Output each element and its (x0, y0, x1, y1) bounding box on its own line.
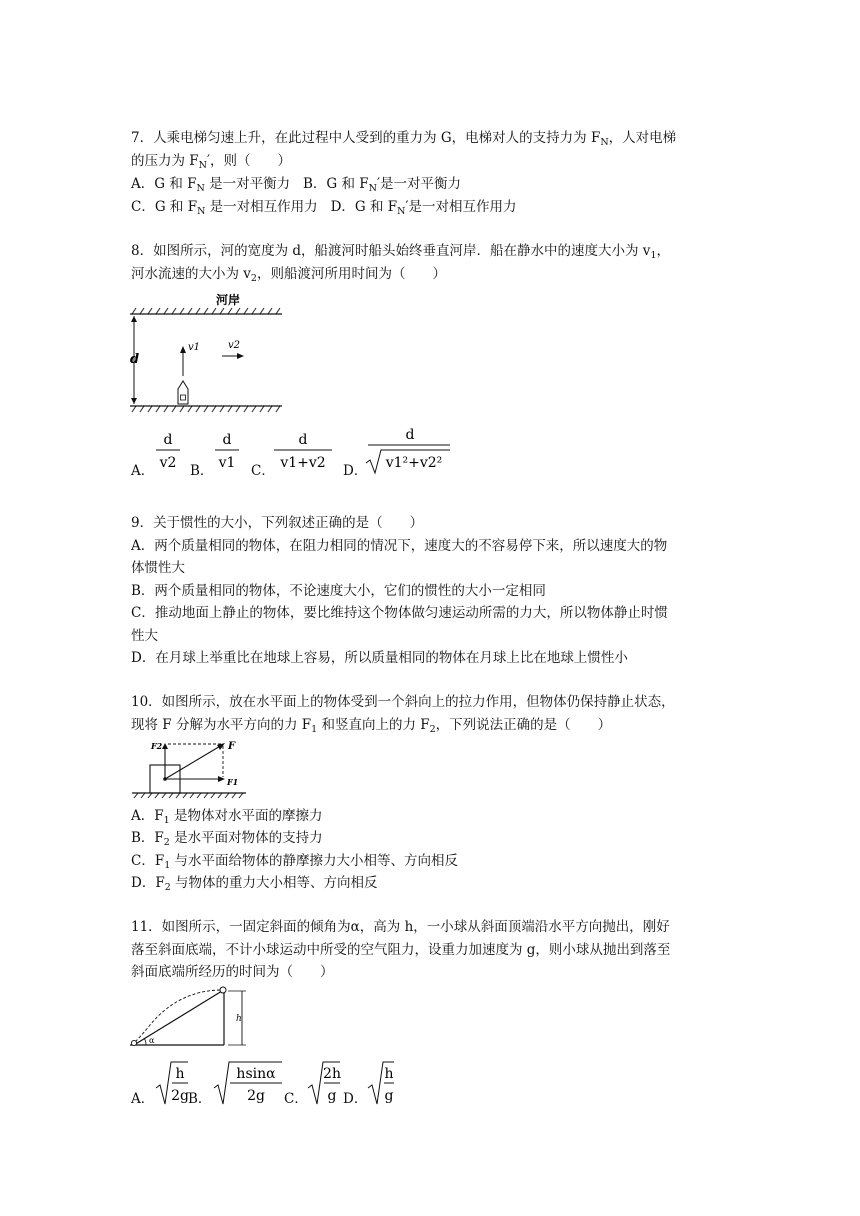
q10-option-c-text: C．F (131, 853, 165, 869)
subscript: 1 (311, 724, 318, 735)
subscript: 1 (650, 250, 657, 261)
root-denominator: 2g (171, 1088, 189, 1104)
q7-option-b-text: ′是一对平衡力 (376, 176, 462, 192)
subscript: 2 (429, 724, 436, 735)
q10-option-b-text: B．F (131, 830, 164, 846)
trajectory-path (134, 990, 220, 1043)
root-numerator: h (384, 1066, 394, 1082)
force-f1-arrowhead (218, 776, 225, 782)
ball-landing (131, 1040, 136, 1045)
q7-text: ，人对电梯 (608, 130, 677, 146)
q11-option-b-root (212, 1058, 284, 1108)
q8-option-a-fraction (154, 428, 182, 476)
q8-stem-line2 (131, 264, 446, 289)
q10-text: 和竖直向上的力 F (317, 717, 430, 733)
q11-option-a-root (154, 1058, 190, 1108)
q8-option-b-fraction (213, 428, 241, 476)
q8-text: 8．如图所示，河的宽度为 d，船渡河时船头始终垂直河岸．船在静水中的速度大小为 v (131, 243, 651, 259)
angle-alpha-label: α (149, 1036, 155, 1045)
q10-option-d-text: D．F (131, 875, 165, 891)
q7-options-row1 (131, 174, 461, 199)
q7-text: 的压力为 F (131, 153, 199, 169)
height-h-label: h (236, 1014, 242, 1024)
q7-option-d-text: ′是一对相互作用力 (405, 199, 517, 215)
q7-option-d-text: D．G 和 F (330, 199, 398, 215)
q7-option-b-text: B．G 和 F (302, 176, 369, 192)
q11-stem-line1: 11．如图所示，一固定斜面的倾角为α，高为 h，一小球从斜面顶端沿水平方向抛出，刚好 (131, 919, 670, 935)
q9-option-c-cont: 性大 (131, 628, 158, 644)
q10-option-d[interactable] (131, 873, 378, 898)
width-d-label: d (130, 352, 140, 367)
fraction-denominator: v1+v2 (280, 455, 326, 471)
subscript: N (197, 206, 206, 217)
q10-option-a-text: 是物体对水平面的摩擦力 (169, 808, 323, 824)
q10-stem-line1: 10．如图所示，放在水平面上的物体受到一个斜向上的拉力作用，但物体仍保持静止状态， (131, 694, 675, 710)
force-f2-arrowhead (162, 743, 168, 749)
root-numerator: 2h (323, 1066, 341, 1082)
q11-option-a-label[interactable]: A． (131, 1091, 155, 1107)
q10-option-d-text: 与物体的重力大小相等、方向相反 (170, 875, 378, 891)
ground-hatch (134, 793, 243, 798)
v1-arrowhead (180, 346, 186, 353)
q11-stem-line2: 落至斜面底端，不计小球运动中所受的空气阻力，设重力加速度为 g，则小球从抛出到落至 (131, 942, 671, 958)
q8-option-c-label[interactable]: C． (251, 463, 275, 479)
q8-option-d-label[interactable]: D． (343, 463, 368, 479)
subscript: 2 (250, 273, 257, 284)
incline-slope (134, 991, 222, 1045)
q9-option-a-cont: 体惯性大 (131, 560, 185, 576)
fraction-denominator: v1 (218, 455, 236, 471)
force-f-arrow (165, 745, 222, 779)
top-bank-hatch (132, 308, 280, 314)
q11-option-d-label[interactable]: D． (343, 1091, 368, 1107)
q9-option-d[interactable]: D．在月球上举重比在地球上容易，所以质量相同的物体在月球上比在地球上惯性小 (131, 650, 628, 666)
q10-option-a-text: A．F (131, 808, 164, 824)
q11-option-d-root (366, 1058, 396, 1108)
subscript: 1 (164, 860, 171, 871)
river-figure (128, 288, 288, 414)
q9-option-c[interactable]: C．推动地面上静止的物体，要比维持这个物体做匀速运动所需的力大，所以物体静止时惯 (131, 605, 668, 621)
q8-text: ， (656, 243, 670, 259)
q11-stem-line3: 斜面底端所经历的时间为（ ） (131, 964, 334, 980)
q9-option-a[interactable]: A．两个质量相同的物体，在阻力相同的情况下，速度大的不容易停下来，所以速度大的物 (131, 538, 668, 554)
q7-text: 7．人乘电梯匀速上升，在此过程中人受到的重力为 G，电梯对人的支持力为 F (131, 130, 601, 146)
q10-text: ，下列说法正确的是（ ） (435, 717, 612, 733)
q7-text: ′，则（ ） (206, 153, 292, 169)
root-numerator: hsinα (236, 1066, 276, 1082)
q10-option-c-text: 与水平面给物体的静摩擦力大小相等、方向相反 (170, 853, 459, 869)
q11-option-c-label[interactable]: C． (284, 1091, 308, 1107)
fraction-numerator: d (163, 432, 173, 448)
subscript: N (198, 160, 207, 171)
ball (220, 987, 226, 993)
angle-arc (144, 1038, 146, 1045)
force-decomposition-figure (130, 737, 250, 799)
q7-option-a-text: 是一对平衡力 (204, 176, 291, 192)
subscript: N (600, 137, 609, 148)
q8-text: 河水流速的大小为 v (131, 266, 251, 282)
boat-icon (178, 381, 188, 404)
fraction-numerator: d (222, 432, 232, 448)
bottom-bank-hatch (132, 406, 280, 412)
q7-stem-line1 (131, 128, 676, 153)
q7-options-row2 (131, 197, 517, 222)
q8-option-c-fraction (272, 428, 334, 476)
q7-option-c[interactable] (131, 199, 318, 215)
q9-option-b[interactable]: B．两个质量相同的物体，不论速度大小，它们的惯性的大小一定相同 (131, 583, 546, 599)
q7-option-a[interactable] (131, 176, 290, 192)
subscript: N (368, 183, 377, 194)
v2-label: v2 (228, 340, 241, 351)
force-f1-label: F1 (227, 777, 239, 787)
incline-projectile-figure (128, 985, 254, 1049)
q11-option-b-label[interactable]: B． (188, 1091, 212, 1107)
width-arrow-up (131, 316, 137, 322)
root-denominator: g (327, 1088, 337, 1104)
q7-stem-line2 (131, 151, 291, 176)
q11-option-c-root (306, 1058, 342, 1108)
subscript: 2 (163, 837, 170, 848)
fraction-numerator: d (405, 427, 415, 443)
force-f-label: F (228, 741, 236, 752)
q8-option-d-fraction (364, 423, 452, 477)
subscript: N (196, 183, 205, 194)
q8-stem-line1 (131, 241, 670, 266)
q8-option-b-label[interactable]: B． (190, 463, 214, 479)
subscript: N (397, 206, 406, 217)
q7-option-a-text: A．G 和 F (131, 176, 197, 192)
q10-option-b[interactable] (131, 828, 323, 853)
root-denominator: g (384, 1088, 394, 1104)
fraction-denominator: v1²+v2² (385, 455, 443, 471)
width-arrow-down (131, 398, 137, 404)
q8-text: ，则船渡河所用时间为（ ） (256, 266, 446, 282)
q7-option-b[interactable] (303, 176, 461, 192)
fraction-numerator: d (298, 432, 308, 448)
q7-option-c-text: 是一对相互作用力 (205, 199, 318, 215)
force-f2-label: F2 (151, 741, 163, 751)
v2-arrowhead (237, 353, 244, 359)
q9-stem: 9．关于惯性的大小，下列叙述正确的是（ ） (131, 515, 424, 531)
q10-option-b-text: 是水平面对物体的支持力 (169, 830, 323, 846)
subscript: 1 (163, 815, 170, 826)
root-numerator: h (175, 1066, 185, 1082)
v1-label: v1 (188, 342, 201, 353)
q7-option-c-text: C．G 和 F (131, 199, 198, 215)
q8-option-a-label[interactable]: A． (131, 463, 155, 479)
q10-text: 现将 F 分解为水平方向的力 F (131, 717, 312, 733)
q7-option-d[interactable] (331, 199, 517, 215)
fraction-denominator: v2 (159, 455, 177, 471)
river-bank-label: 河岸 (216, 293, 241, 307)
root-denominator: 2g (247, 1088, 265, 1104)
subscript: 2 (164, 882, 171, 893)
